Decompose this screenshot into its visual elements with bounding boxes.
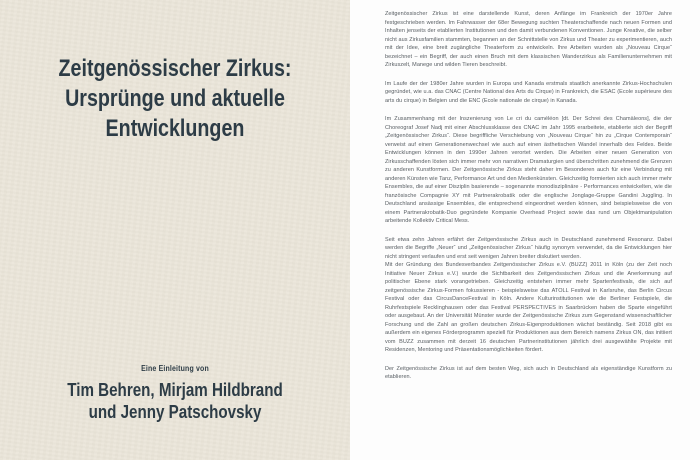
body-paragraph-5: Mit der Gründung des Bundesverbandes Zeitgenössischer Zirkus e.V. (BUZZ) 2011 in Köln (zu der Zeit noch Initiative Neuer Zirkus e.V.) wurde die Sichtbarkeit des Zeitgenössischen Zirkus und die Anerkennung auf politischer Ebene stark vorangetrieben. Gleichzeitig entstehen immer mehr Spartenfestivals, die sich auf zeitgenössische Zirkus-Formen fokussieren - beispielsweise das ATOLL Festival in Karlsruhe, das Berlin Circus Festival oder das CircusDanceFestival in Köln. Andere Kulturinstitutionen wie die Berliner Festspiele, die Ruhrfestspiele Recklinghausen oder das Festival PERSPECTIVES in Saarbrücken haben die Sparte eingeführt oder ausgebaut. An der Universität Münster wurde der Zeitgenössische Zirkus zum Gegenstand wissenschaftlicher Forschung und die Zahl an großen deutschen Zirkus-Eigenproduktionen wächst beständig. Seit 2018 gibt es außerdem ein eigenes Förderprogramm speziell für Produktionen aus dem Bereich namens Zirkus ON, das initiiert vom BUZZ zusammen mit derzeit 16 deutschen Partnerinstitutionen jährlich drei ausgewählte Projekte mit Residenzen, Mentoring und Präsentationsmöglichkeiten fördert. — [385, 262, 672, 353]
body-text-column — [385, 10, 672, 382]
right-page — [350, 0, 700, 460]
body-paragraph-2: Im Laufe der der 1980er Jahre wurden in Europa und Kanada erstmals staatlich anerkannte Zirkus-Hochschulen gegründet, wie u.a. das CNAC (Centre National des Arts du Cirque) in Frankreich, die ESAC (Ecole supérieure des arts du cirque) in Belgien und die ENC (Ecole nationale de cirque) in Kanada. — [385, 80, 672, 104]
byline-label: Eine Einleitung von — [141, 363, 209, 373]
body-paragraph-1: Zeitgenössischer Zirkus ist eine darstellende Kunst, deren Anfänge im Frankreich der 1970er Jahre festgeschrieben werden. Im Fahrwasser der 68er Bewegung suchten Theaterschaffende nach neuen Formen und Inhalten jenseits der etablierten Institutionen und den damit verbundenen Konventionen. Junge Kreative, die selber nicht aus Zirkusfamilien stammten, begannen an der Schnittstelle von Zirkus und Theater zu experimentieren, auch mit der Idee, eine breit zugängliche Theaterform zu entwickeln. Ihre Arbeiten wurden als „Nouveau Cirque“ bezeichnet – ein Begriff, der auch einen Bruch mit dem klassischen Wanderzirkus als Familienunternehmen mit Zirkuszelt, Manege und wilden Tieren beschreibt. — [385, 11, 672, 68]
body-paragraph-4: Seit etwa zehn Jahren erfährt der Zeitgenössische Zirkus auch in Deutschland zunehmend Resonanz. Dabei werden die Begriffe „Neuer“ und „Zeitgenössischer Zirkus“ häufig synonym verwendet, da die Entwicklungen hier nicht stringent verlaufen und erst seit wenigen Jahren breiter diskutiert werden. — [385, 236, 672, 260]
page-title-line: Zeitgenössischer Zirkus: — [58, 55, 292, 82]
page-title-line: Entwicklungen — [105, 115, 245, 142]
author-names-line: und Jenny Patschovsky — [88, 400, 262, 422]
page-title — [32, 54, 319, 144]
page-title-line: Ursprünge und aktuelle — [65, 85, 285, 112]
byline — [32, 363, 319, 422]
body-paragraph-6: Der Zeitgenössische Zirkus ist auf dem besten Weg, sich auch in Deutschland als eigenständige Kunstform zu etablieren. — [385, 365, 672, 380]
author-names-line: Tim Behren, Mirjam Hildbrand — [67, 379, 283, 400]
body-paragraph-3: Im Zusammenhang mit der Inszenierung von Le cri du caméléon [dt. Der Schrei des Chamäleons], die der Choreograf Josef Nadj mit einer Abschlussklasse des CNAC im Jahr 1995 erarbeitete, etablierte sich der Begriff „Zeitgenössischer Zirkus“. Diese begriffliche Verschiebung von „Nouveau Cirque“ hin zu „Cirque Contemporain“ verweist auf einen Generationenwechsel wie auch auf einen ästhetischen Wandel innerhalb des Feldes. Beide Entwicklungen können in den 1990er Jahren verortet werden. Die Arbeiten einer neuen Generation von Zirkusschaffenden lösten sich immer mehr von narrativen Dramaturgien und überschritten zunehmend die Grenzen zu anderen Kunstformen. Der Zeitgenössische Zirkus steht daher im Besonderen auch für eine Verbindung mit anderen Künsten wie Tanz, Performance Art und den Medienkünsten. Gleichzeitig formierten sich auch immer mehr Ensembles, die auf einer Disziplin basierende – sogenannte monodisziplinäre - Performances entwickelten, wie die französische Compagnie XY mit Partnerakrobatik oder die englische Jonglage-Gruppe Gandini Juggling. In Deutschland ansässige Ensembles, die entsprechend eingeordnet werden können, sind beispielsweise die von einem Partnerakrobatik-Duo gegründete Kompanie Overhead Project sowie das rund um Objektmanipulation arbeitende Kollektiv Critical Mess. — [385, 116, 672, 224]
